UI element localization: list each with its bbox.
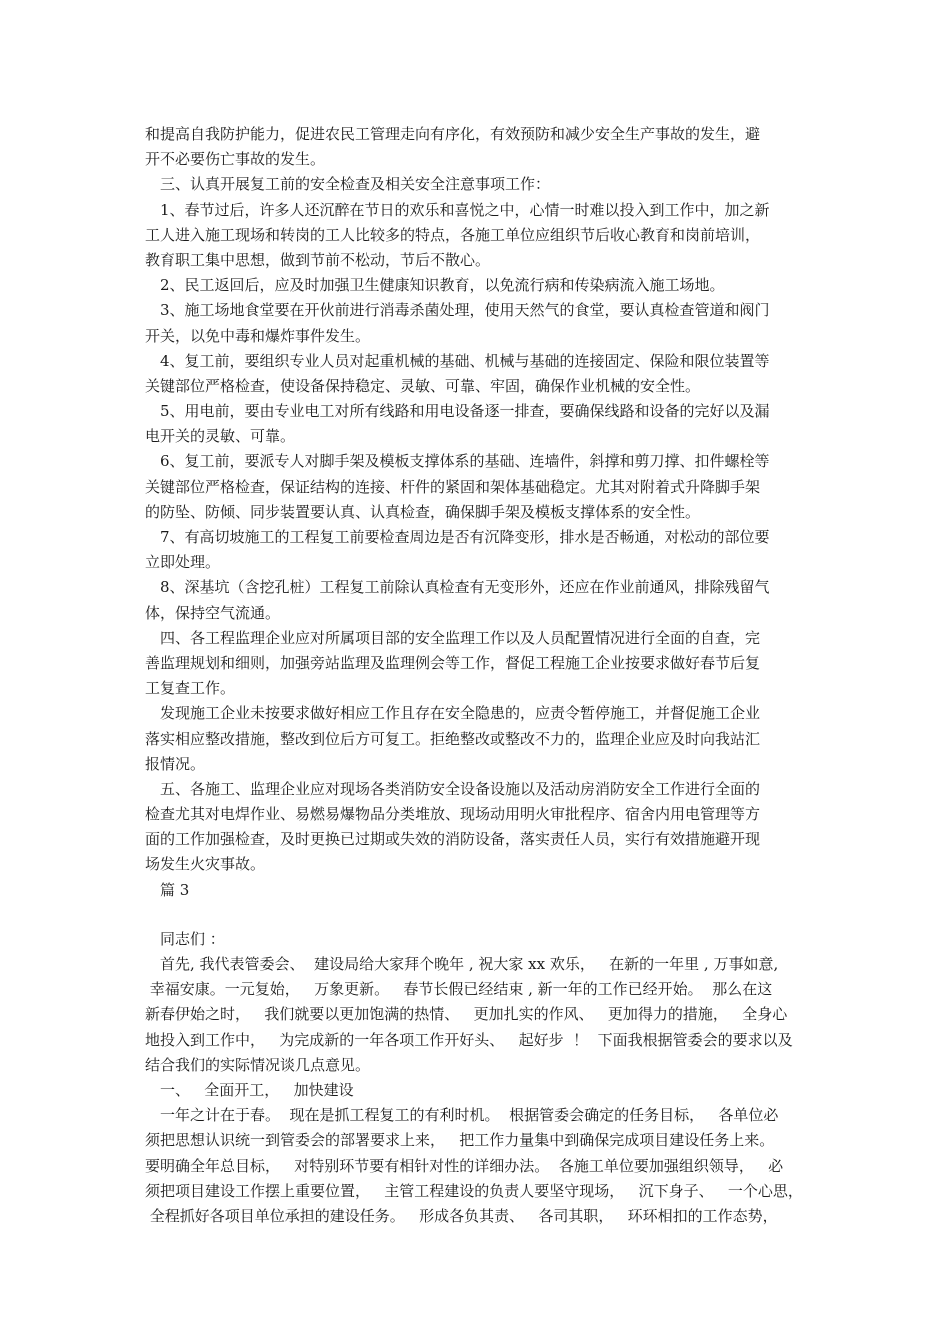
text-line: 7、有高切坡施工的工程复工前要检查周边是否有沉降变形，排水是否畅通，对松动的部位要 — [145, 528, 770, 546]
text-line: 开不必要伤亡事故的发生。 — [145, 150, 326, 169]
text-line: 结合我们的实际情况谈几点意见。 — [145, 1055, 371, 1074]
text-line: 工人进入施工现场和转岗的工人比较多的特点，各施工单位应组织节后收心教育和岗前培训， — [145, 225, 761, 244]
text-line: 须把思想认识统一到管委会的部署要求上来， 把工作力量集中到确保完成项目建设任务上来。 — [145, 1131, 775, 1150]
text-line: 关键部位严格检查，保证结构的连接、杆件的紧固和架体基础稳定。尤其对附着式升降脚手架 — [145, 477, 761, 496]
text-line: 6、复工前，要派专人对脚手架及模板支撑体系的基础、连墙件，斜撑和剪刀撑、扣件螺栓等 — [145, 452, 770, 471]
document-section-2 — [145, 927, 810, 1229]
text-line: 关键部位严格检查，使设备保持稳定、灵敏、可靠、牢固，确保作业机械的安全性。 — [145, 376, 701, 395]
text-line: 和提高自我防护能力，促进农民工管理走向有序化，有效预防和减少安全生产事故的发生，避 — [145, 125, 761, 143]
text-line: 立即处理。 — [145, 553, 221, 572]
text-line: 5、用电前，要由专业电工对所有线路和用电设备逐一排查，要确保线路和设备的完好以及漏 — [145, 402, 770, 421]
text-line: 1、春节过后，许多人还沉醉在节日的欢乐和喜悦之中，心情一时难以投入到工作中，加之新 — [145, 200, 770, 219]
text-line: 首先, 我代表管委会、 建设局给大家拜个晚年 , 祝大家 xx 欢乐， 在新的一年里 , 万事如意, — [145, 955, 779, 973]
text-line: 地投入到工作中， 为完成新的一年各项工作开好头、 起好步 ！ 下面我根据管委会的要求以及 — [145, 1030, 793, 1049]
text-line: 篇 3 — [145, 880, 190, 899]
text-line: 三、认真开展复工前的安全检查及相关安全注意事项工作： — [145, 175, 551, 194]
text-line: 全程抓好各项目单位承担的建设任务。 形成各负其责、 各司其职， 环环相扣的工作态势， — [145, 1206, 778, 1225]
text-line: 检查尤其对电焊作业、易燃易爆物品分类堆放、现场动用明火审批程序、宿舍内用电管理等方 — [145, 805, 761, 824]
text-line: 落实相应整改措施，整改到位后方可复工。拒绝整改或整改不力的，监理企业应及时向我站汇 — [145, 729, 761, 748]
text-line: 新春伊始之时， 我们就要以更加饱满的热情、 更加扎实的作风、 更加得力的措施， 全身心 — [145, 1005, 788, 1024]
text-line: 体，保持空气流通。 — [145, 603, 281, 622]
text-line: 善监理规划和细则，加强旁站监理及监理例会等工作，督促工程施工企业按要求做好春节后复 — [145, 653, 761, 672]
text-line: 面的工作加强检查，及时更换已过期或失效的消防设备，落实责任人员，实行有效措施避开现 — [145, 830, 761, 849]
text-line: 幸福安康。一元复始， 万象更新。 春节长假已经结束 , 新一年的工作已经开始。 那么在这 — [145, 980, 773, 999]
document-section-1 — [145, 122, 810, 903]
text-line: 同志们 ： — [145, 929, 225, 948]
text-line: 四、各工程监理企业应对所属项目部的安全监理工作以及人员配置情况进行全面的自查，完 — [145, 628, 761, 647]
text-line: 要明确全年总目标， 对特别环节要有相针对性的详细办法。 各施工单位要加强组织领导， 必 — [145, 1156, 784, 1175]
text-line: 4、复工前，要组织专业人员对起重机械的基础、机械与基础的连接固定、保险和限位装置等 — [145, 351, 770, 370]
text-line: 须把项目建设工作摆上重要位置， 主管工程建设的负责人要坚守现场， 沉下身子、 一个心思， — [145, 1181, 803, 1200]
text-line: 报情况。 — [145, 754, 206, 773]
text-line: 工复查工作。 — [145, 679, 236, 698]
section-gap — [145, 903, 810, 927]
text-line: 发现施工企业未按要求做好相应工作且存在安全隐患的，应责令暂停施工，并督促施工企业 — [145, 704, 761, 723]
text-line: 的防坠、防倾、同步装置要认真、认真检查，确保脚手架及模板支撑体系的安全性。 — [145, 502, 701, 521]
text-line: 一年之计在于春。 现在是抓工程复工的有利时机。 根据管委会确定的任务目标， 各单位必 — [145, 1106, 779, 1125]
text-line: 电开关的灵敏、可靠。 — [145, 427, 296, 446]
text-line: 场发生火灾事故。 — [145, 855, 266, 874]
text-line: 五、各施工、监理企业应对现场各类消防安全设备设施以及活动房消防安全工作进行全面的 — [145, 779, 761, 798]
text-line: 一、 全面开工， 加快建设 — [145, 1080, 354, 1099]
text-line: 2、民工返回后，应及时加强卫生健康知识教育，以免流行病和传染病流入施工场地。 — [145, 276, 725, 295]
document-page — [145, 122, 810, 1229]
text-line: 教育职工集中思想，做到节前不松动，节后不散心。 — [145, 250, 491, 269]
text-line: 3、施工场地食堂要在开伙前进行消毒杀菌处理，使用天然气的食堂，要认真检查管道和阀门 — [145, 301, 770, 320]
text-line: 8、深基坑（含挖孔桩）工程复工前除认真检查有无变形外，还应在作业前通风，排除残留气 — [145, 578, 770, 597]
text-line: 开关，以免中毒和爆炸事件发生。 — [145, 326, 371, 345]
